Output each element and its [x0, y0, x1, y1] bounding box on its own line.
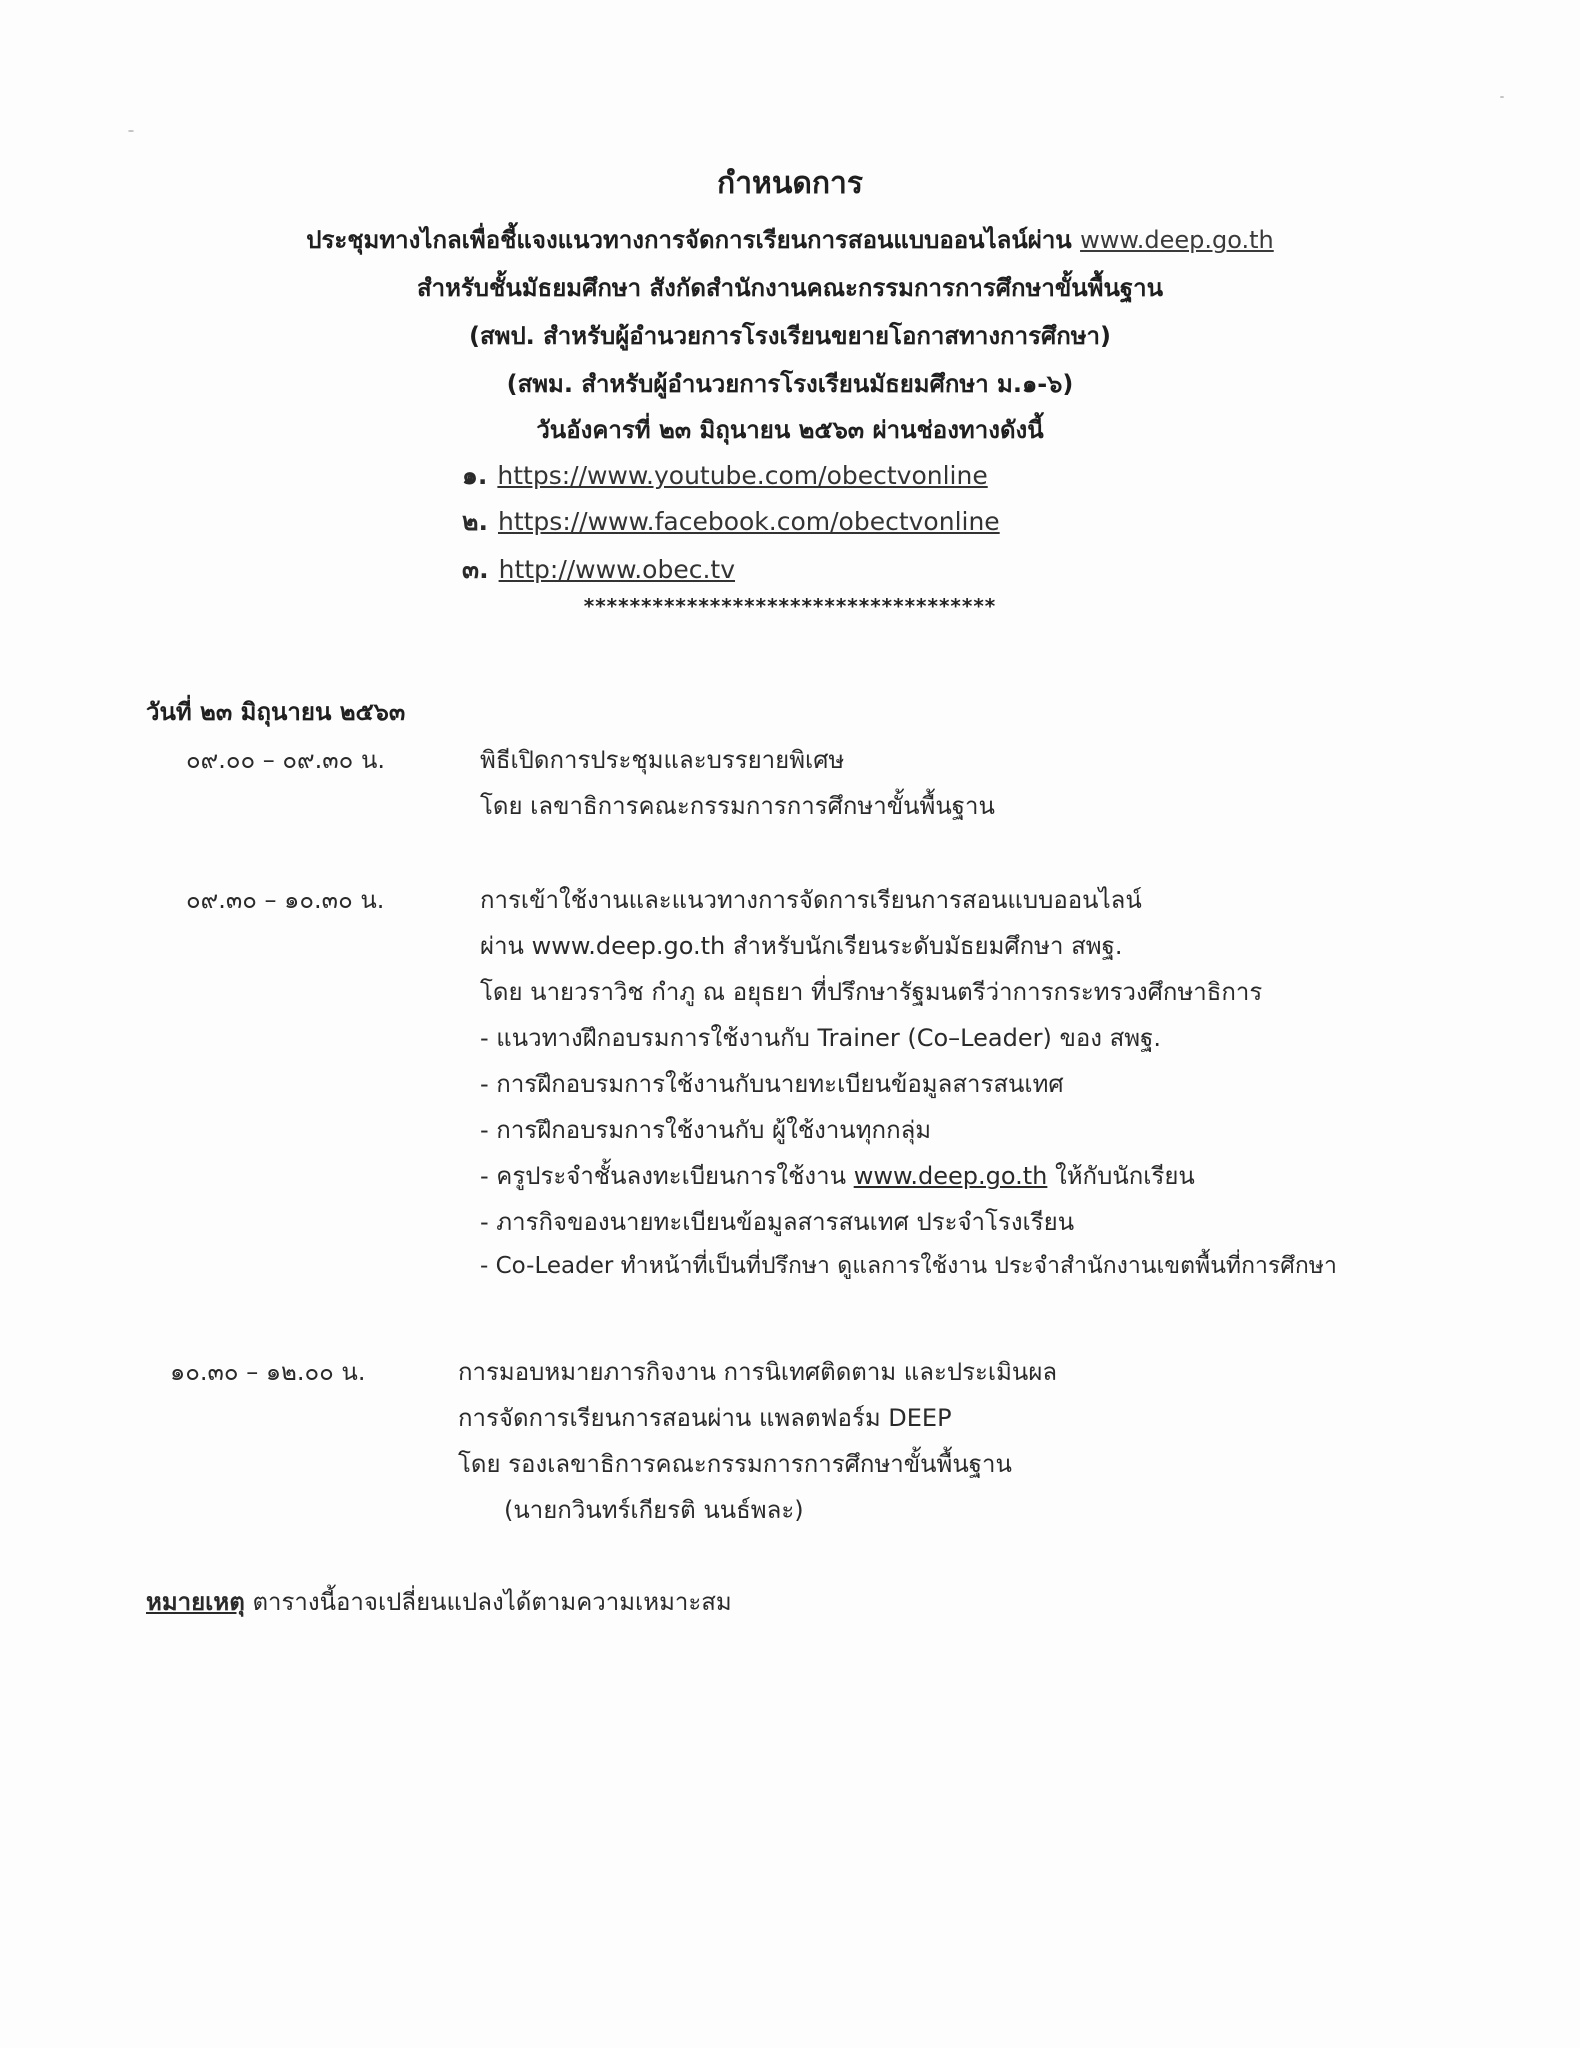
session-2-line: โดย นายวราวิช กำภู ณ อยุธยา ที่ปรึกษารัฐมนตรีว่าการกระทรวงศึกษาธิการ	[480, 978, 1263, 1006]
scan-speck	[128, 130, 134, 132]
deep-link[interactable]: www.deep.go.th	[1080, 226, 1274, 254]
obec-link[interactable]: http://www.obec.tv	[498, 555, 736, 584]
session-2-bullet: - Co-Leader ทำหน้าที่เป็นที่ปรึกษา ดูแลการใช้งาน ประจำสำนักงานเขตพื้นที่การศึกษา	[480, 1253, 1337, 1279]
header-line-1	[0, 220, 1580, 259]
channel-item-youtube	[462, 456, 988, 496]
session-2-time: ๐๙.๓๐ – ๑๐.๓๐ น.	[186, 886, 385, 914]
session-3-time: ๑๐.๓๐ – ๑๒.๐๐ น.	[170, 1358, 366, 1386]
session-2-bullet: - แนวทางฝึกอบรมการใช้งานกับ Trainer (Co–Leader) ของ สพฐ.	[480, 1024, 1161, 1052]
session-2-line: ผ่าน www.deep.go.th สำหรับนักเรียนระดับมัธยมศึกษา สพฐ.	[480, 932, 1123, 960]
header-line-5: วันอังคารที่ ๒๓ มิถุนายน ๒๕๖๓ ผ่านช่องทางดังนี้	[536, 416, 1044, 444]
session-1-time: ๐๙.๐๐ – ๐๙.๓๐ น.	[186, 746, 385, 774]
footnote-text: ตารางนี้อาจเปลี่ยนแปลงได้ตามความเหมาะสม	[252, 1588, 732, 1616]
session-1-line: โดย เลขาธิการคณะกรรมการการศึกษาขั้นพื้นฐาน	[480, 792, 995, 820]
footnote-label: หมายเหตุ	[146, 1588, 245, 1616]
header-line-3: (สพป. สำหรับผู้อำนวยการโรงเรียนขยายโอกาสทางการศึกษา)	[469, 322, 1111, 350]
header-line-4: (สพม. สำหรับผู้อำนวยการโรงเรียนมัธยมศึกษา ม.๑-๖)	[506, 370, 1074, 398]
deep-link[interactable]: www.deep.go.th	[853, 1162, 1048, 1190]
session-3-line: การมอบหมายภารกิจงาน การนิเทศติดตาม และประเมินผล	[458, 1358, 1058, 1386]
session-3-line: (นายกวินทร์เกียรติ นนธ์พละ)	[504, 1496, 804, 1524]
teacher-line-text: - ครูประจำชั้นลงทะเบียนการใช้งาน	[480, 1162, 847, 1190]
facebook-link[interactable]: https://www.facebook.com/obectvonline	[497, 507, 1000, 536]
youtube-link[interactable]: https://www.youtube.com/obectvonline	[497, 461, 988, 490]
session-2-bullet: - ภารกิจของนายทะเบียนข้อมูลสารสนเทศ ประจำโรงเรียน	[480, 1208, 1075, 1236]
session-3-line: การจัดการเรียนการสอนผ่าน แพลตฟอร์ม DEEP	[458, 1404, 952, 1432]
header-line-2: สำหรับชั้นมัธยมศึกษา สังกัดสำนักงานคณะกรรมการการศึกษาขั้นพื้นฐาน	[416, 274, 1164, 302]
session-2-bullet	[480, 1156, 1195, 1195]
footnote	[146, 1582, 732, 1621]
scan-speck	[1500, 96, 1504, 98]
channel-number: ๑.	[462, 461, 488, 490]
document-title: กำหนดการ	[717, 166, 863, 201]
teacher-line-text: ให้กับนักเรียน	[1055, 1162, 1195, 1190]
channel-item-facebook	[462, 502, 1000, 542]
schedule-date: วันที่ ๒๓ มิถุนายน ๒๕๖๓	[146, 698, 406, 726]
header-line-1-text: ประชุมทางไกลเพื่อชี้แจงแนวทางการจัดการเรียนการสอนแบบออนไลน์ผ่าน	[306, 226, 1072, 254]
session-2-line: การเข้าใช้งานและแนวทางการจัดการเรียนการสอนแบบออนไลน์	[480, 886, 1142, 914]
session-2-bullet: - การฝึกอบรมการใช้งานกับ ผู้ใช้งานทุกกลุ่ม	[480, 1116, 932, 1144]
channel-number: ๒.	[462, 507, 488, 536]
session-1-line: พิธีเปิดการประชุมและบรรยายพิเศษ	[480, 746, 845, 774]
session-3-line: โดย รองเลขาธิการคณะกรรมการการศึกษาขั้นพื้นฐาน	[458, 1450, 1012, 1478]
separator: ************************************	[583, 594, 997, 618]
channel-item-obec	[462, 550, 735, 590]
session-2-bullet: - การฝึกอบรมการใช้งานกับนายทะเบียนข้อมูลสารสนเทศ	[480, 1070, 1064, 1098]
channel-number: ๓.	[462, 555, 489, 584]
